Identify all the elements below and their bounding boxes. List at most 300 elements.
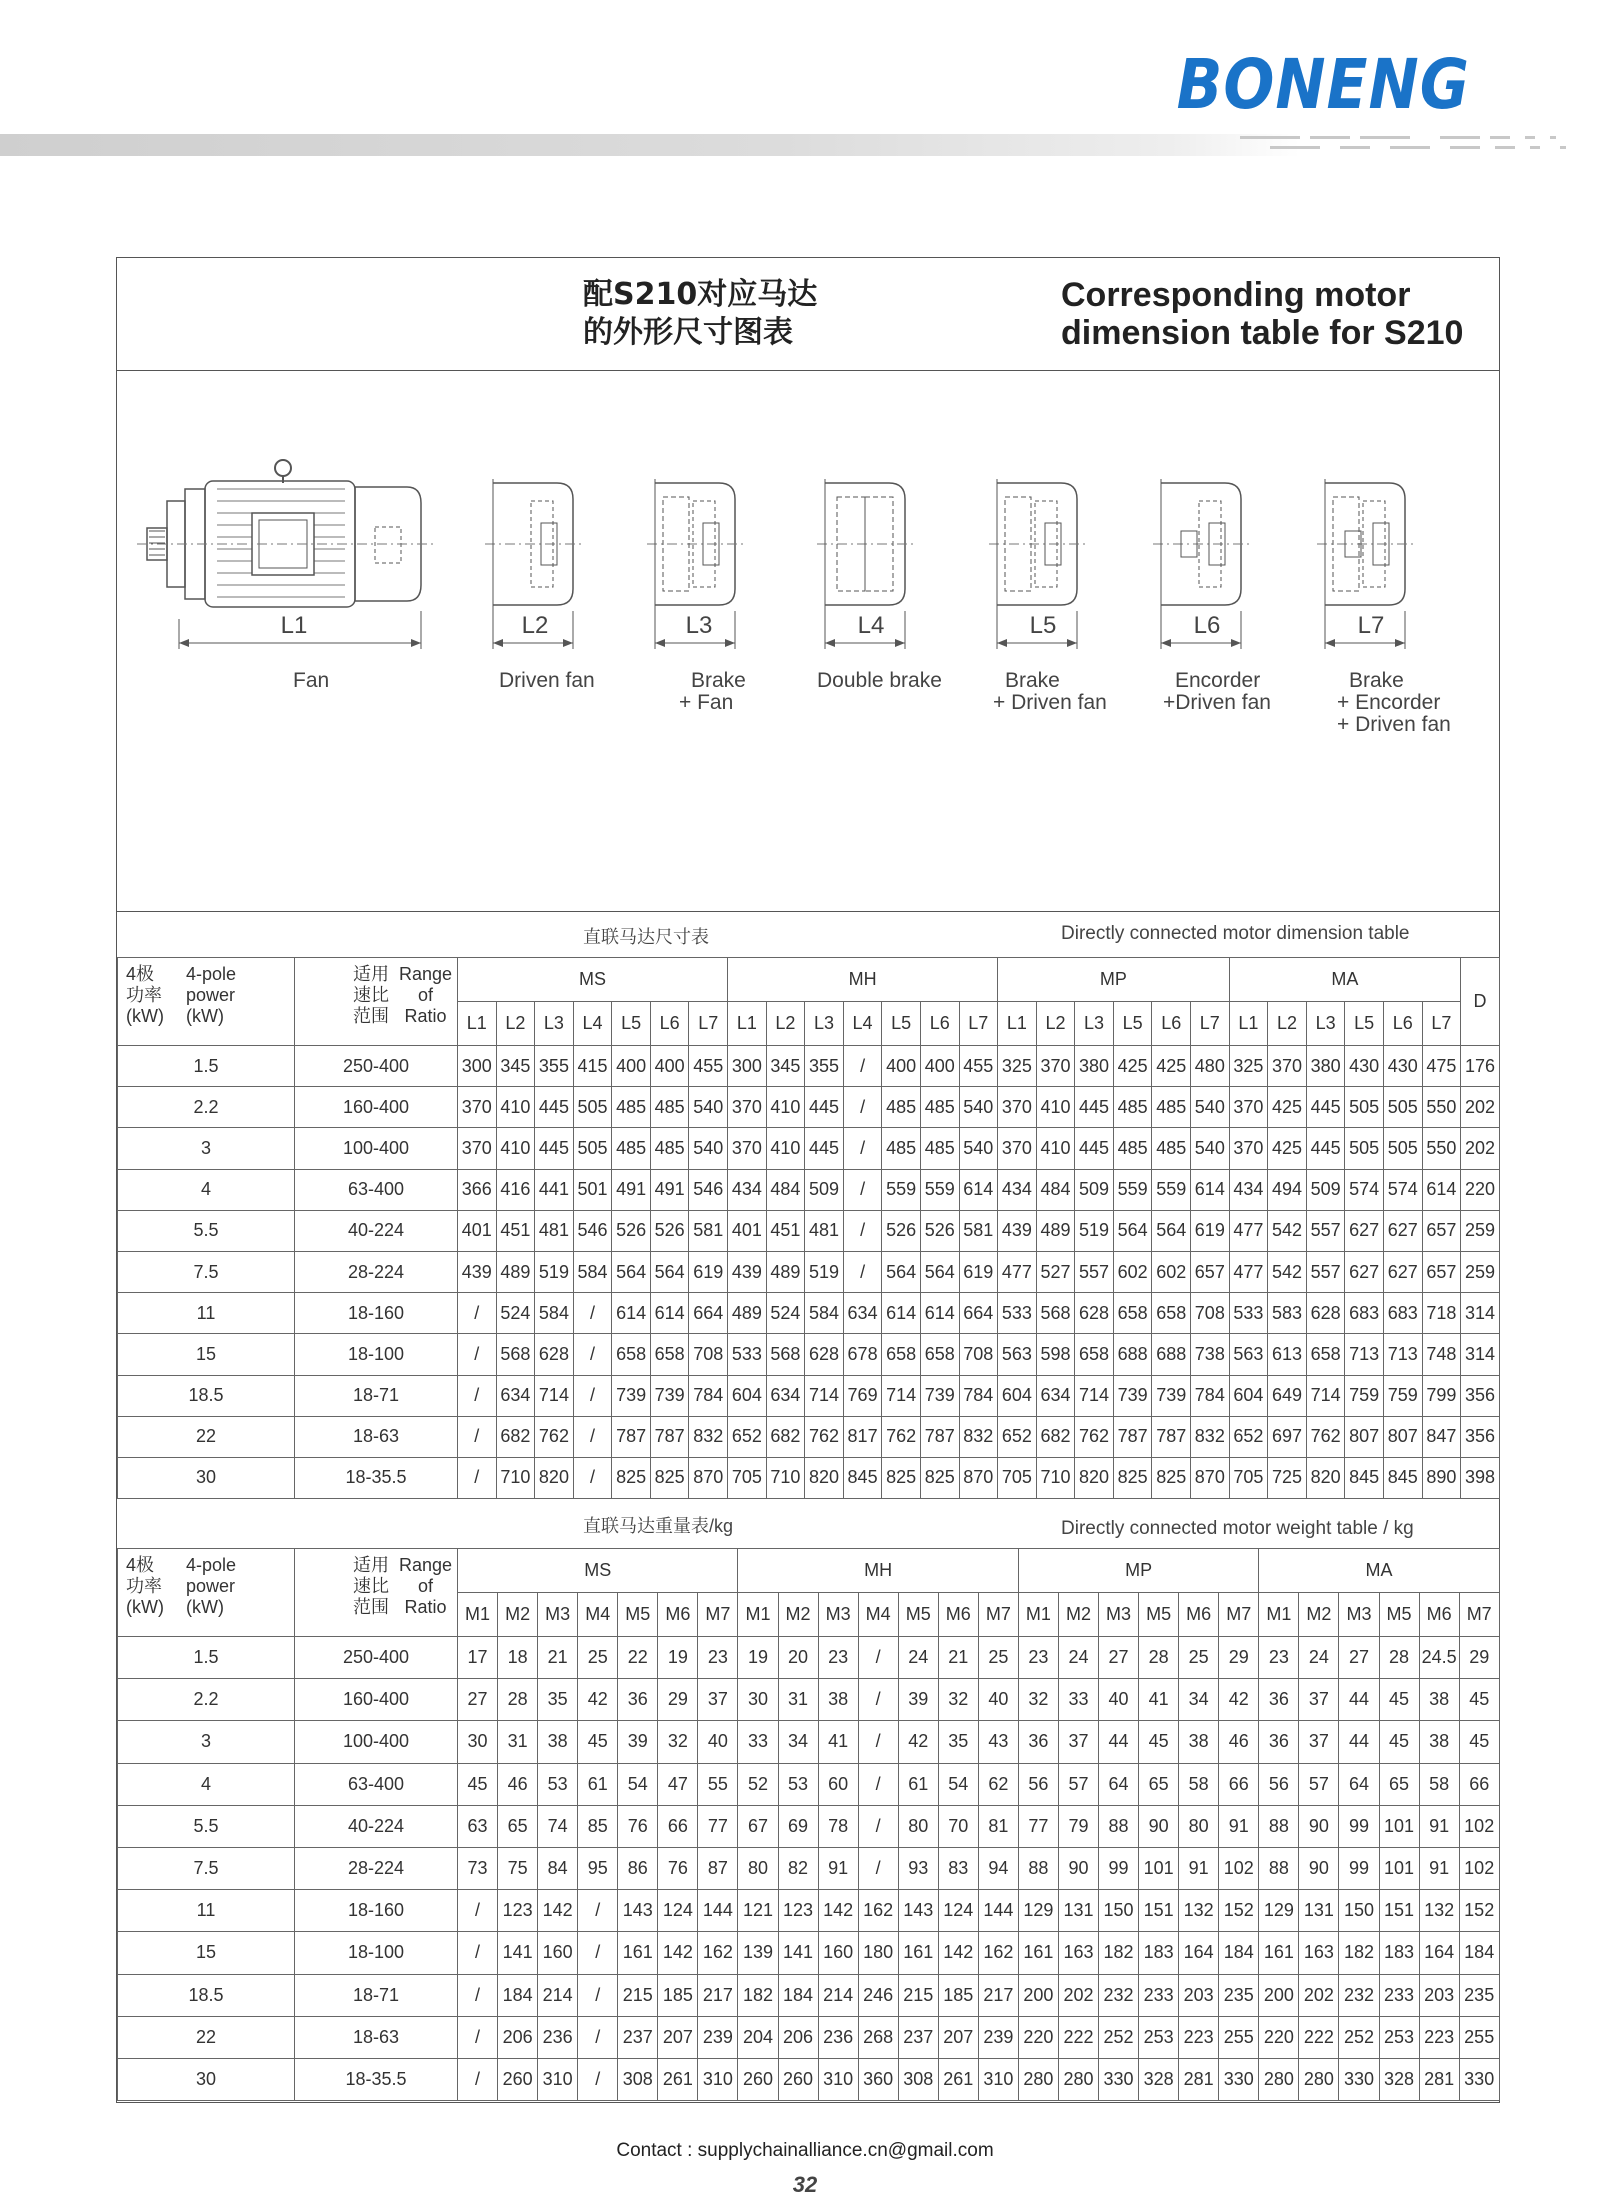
value-cell: 330: [1219, 2058, 1259, 2100]
value-cell: 207: [938, 2016, 978, 2058]
value-cell: 370: [1229, 1087, 1268, 1128]
value-cell: 415: [573, 1046, 612, 1087]
value-cell: 509: [1075, 1169, 1114, 1210]
value-cell: 280: [1259, 2058, 1299, 2100]
value-cell: 533: [1229, 1293, 1268, 1334]
value-cell: 87: [698, 1847, 738, 1889]
value-cell: 710: [766, 1457, 805, 1498]
value-cell: 627: [1345, 1210, 1384, 1251]
value-cell: 820: [535, 1457, 574, 1498]
value-cell: 233: [1379, 1974, 1419, 2016]
value-cell: 214: [818, 1974, 858, 2016]
value-cell: 658: [920, 1334, 959, 1375]
value-cell: 129: [1259, 1890, 1299, 1932]
value-cell: /: [858, 1721, 898, 1763]
value-cell: 705: [1229, 1457, 1268, 1498]
wt-col-header: M7: [698, 1593, 738, 1637]
value-cell: 445: [535, 1128, 574, 1169]
value-cell: 60: [818, 1763, 858, 1805]
value-cell: 24.5: [1419, 1637, 1459, 1679]
value-cell: 540: [959, 1128, 998, 1169]
dim-col-header: L7: [1191, 1002, 1230, 1046]
value-cell: 91: [1419, 1847, 1459, 1889]
dimension-sheet: [116, 257, 1500, 2103]
value-cell: 74: [538, 1805, 578, 1847]
value-cell: 184: [498, 1974, 538, 2016]
value-cell: 310: [818, 2058, 858, 2100]
value-cell: 152: [1219, 1890, 1259, 1932]
table-row: [118, 1375, 1500, 1416]
value-cell: 40: [978, 1679, 1018, 1721]
value-cell: 310: [698, 2058, 738, 2100]
value-cell: 360: [858, 2058, 898, 2100]
value-cell: 185: [658, 1974, 698, 2016]
value-cell: 184: [1219, 1932, 1259, 1974]
weight-table: [117, 1548, 1500, 2101]
value-cell: 223: [1419, 2016, 1459, 2058]
value-cell: 214: [538, 1974, 578, 2016]
value-cell: 370: [1229, 1128, 1268, 1169]
value-cell: 95: [578, 1847, 618, 1889]
value-cell: 99: [1099, 1847, 1139, 1889]
value-cell: 533: [998, 1293, 1037, 1334]
value-cell: 784: [1191, 1375, 1230, 1416]
page-number: 32: [792, 2172, 818, 2197]
dim-col-header: L6: [650, 1002, 689, 1046]
value-cell: 45: [1139, 1721, 1179, 1763]
value-cell: 77: [1018, 1805, 1058, 1847]
value-cell: 355: [535, 1046, 574, 1087]
value-cell: /: [573, 1375, 612, 1416]
value-cell: 526: [650, 1210, 689, 1251]
value-cell: 370: [998, 1128, 1037, 1169]
value-cell: 56: [1259, 1763, 1299, 1805]
value-cell: 524: [496, 1293, 535, 1334]
value-cell: 73: [458, 1847, 498, 1889]
value-cell: 46: [498, 1763, 538, 1805]
value-cell: 425: [1268, 1087, 1307, 1128]
value-cell: 150: [1099, 1890, 1139, 1932]
value-cell: 739: [1152, 1375, 1191, 1416]
value-cell: 533: [728, 1334, 767, 1375]
value-cell: 628: [805, 1334, 844, 1375]
value-cell: 825: [650, 1457, 689, 1498]
wt-col-header: M6: [938, 1593, 978, 1637]
value-cell: 658: [882, 1334, 921, 1375]
value-cell: 255: [1219, 2016, 1259, 2058]
value-cell: /: [843, 1087, 882, 1128]
dimension-label-l3: L3: [685, 612, 713, 639]
value-cell: 652: [1229, 1416, 1268, 1457]
value-cell: 280: [1018, 2058, 1058, 2100]
value-cell: 519: [1075, 1210, 1114, 1251]
value-cell: 759: [1383, 1375, 1422, 1416]
value-cell: 634: [1036, 1375, 1075, 1416]
value-cell: 540: [1191, 1087, 1230, 1128]
dim-d-header: D: [1461, 958, 1500, 1046]
ratio-cell: 18-71: [295, 1375, 458, 1416]
value-cell: 131: [1058, 1890, 1098, 1932]
value-cell: 546: [689, 1169, 728, 1210]
value-cell: 91: [1179, 1847, 1219, 1889]
value-cell: 280: [1299, 2058, 1339, 2100]
value-cell: 31: [498, 1721, 538, 1763]
value-cell: 65: [1379, 1763, 1419, 1805]
power-cell: 22: [118, 1416, 295, 1457]
value-cell: 870: [1191, 1457, 1230, 1498]
value-cell: 215: [898, 1974, 938, 2016]
diagram-label-l5: Brake + Driven fan: [993, 669, 1107, 714]
value-cell: 30: [738, 1679, 778, 1721]
value-cell: 542: [1268, 1210, 1307, 1251]
wt-col-header: M7: [978, 1593, 1018, 1637]
value-cell: 141: [778, 1932, 818, 1974]
motor-diagrams: [117, 371, 1499, 912]
value-cell: 314: [1461, 1334, 1500, 1375]
value-cell: 485: [1113, 1128, 1152, 1169]
value-cell: 825: [1113, 1457, 1152, 1498]
value-cell: 123: [498, 1890, 538, 1932]
power-cell: 7.5: [118, 1847, 295, 1889]
value-cell: 223: [1179, 2016, 1219, 2058]
table-row: [118, 1169, 1500, 1210]
value-cell: 101: [1139, 1847, 1179, 1889]
value-cell: 102: [1459, 1805, 1499, 1847]
dim-col-header: L4: [573, 1002, 612, 1046]
value-cell: /: [573, 1293, 612, 1334]
value-cell: 817: [843, 1416, 882, 1457]
value-cell: 787: [650, 1416, 689, 1457]
value-cell: 27: [1339, 1637, 1379, 1679]
value-cell: 614: [959, 1169, 998, 1210]
value-cell: 762: [1306, 1416, 1345, 1457]
power-cell: 18.5: [118, 1375, 295, 1416]
value-cell: 634: [496, 1375, 535, 1416]
value-cell: 233: [1139, 1974, 1179, 2016]
dim-col-header: L2: [496, 1002, 535, 1046]
dim-col-header: L7: [959, 1002, 998, 1046]
value-cell: 484: [1036, 1169, 1075, 1210]
value-cell: 102: [1459, 1847, 1499, 1889]
value-cell: /: [843, 1210, 882, 1251]
value-cell: 356: [1461, 1375, 1500, 1416]
value-cell: 90: [1299, 1847, 1339, 1889]
value-cell: 505: [573, 1087, 612, 1128]
wt-col-header: M4: [858, 1593, 898, 1637]
value-cell: 614: [1422, 1169, 1461, 1210]
value-cell: 445: [1075, 1128, 1114, 1169]
value-cell: 66: [658, 1805, 698, 1847]
value-cell: 762: [805, 1416, 844, 1457]
value-cell: 150: [1339, 1890, 1379, 1932]
value-cell: 268: [858, 2016, 898, 2058]
motor-outline-drawings: [117, 371, 1499, 911]
value-cell: 619: [959, 1251, 998, 1292]
value-cell: 25: [1179, 1637, 1219, 1679]
value-cell: 832: [689, 1416, 728, 1457]
value-cell: 94: [978, 1847, 1018, 1889]
value-cell: 88: [1018, 1847, 1058, 1889]
value-cell: 45: [1379, 1679, 1419, 1721]
value-cell: 845: [1345, 1457, 1384, 1498]
value-cell: 217: [978, 1974, 1018, 2016]
power-cell: 22: [118, 2016, 295, 2058]
value-cell: 46: [1219, 1721, 1259, 1763]
ratio-cell: 40-224: [295, 1805, 458, 1847]
weight-table-title-zh: 直联马达重量表/kg: [583, 1516, 734, 1536]
value-cell: 370: [728, 1128, 767, 1169]
value-cell: 77: [698, 1805, 738, 1847]
value-cell: 57: [1299, 1763, 1339, 1805]
value-cell: 102: [1219, 1847, 1259, 1889]
value-cell: 370: [728, 1087, 767, 1128]
value-cell: 832: [959, 1416, 998, 1457]
value-cell: 44: [1339, 1721, 1379, 1763]
value-cell: 540: [689, 1087, 728, 1128]
dim-col-header: L3: [1306, 1002, 1345, 1046]
value-cell: 524: [766, 1293, 805, 1334]
value-cell: 705: [998, 1457, 1037, 1498]
value-cell: 44: [1339, 1679, 1379, 1721]
value-cell: 485: [612, 1128, 651, 1169]
value-cell: 485: [612, 1087, 651, 1128]
value-cell: 90: [1299, 1805, 1339, 1847]
value-cell: 75: [498, 1847, 538, 1889]
value-cell: 439: [458, 1251, 497, 1292]
value-cell: 845: [1383, 1457, 1422, 1498]
title-chinese: 配S210对应马达 的外形尺寸图表: [583, 277, 818, 350]
value-cell: 584: [805, 1293, 844, 1334]
value-cell: 259: [1461, 1251, 1500, 1292]
value-cell: 718: [1422, 1293, 1461, 1334]
value-cell: 380: [1306, 1046, 1345, 1087]
value-cell: 445: [805, 1087, 844, 1128]
value-cell: 657: [1422, 1251, 1461, 1292]
value-cell: 688: [1113, 1334, 1152, 1375]
value-cell: 182: [1339, 1932, 1379, 1974]
value-cell: 649: [1268, 1375, 1307, 1416]
value-cell: 91: [1219, 1805, 1259, 1847]
value-cell: 598: [1036, 1334, 1075, 1375]
value-cell: 42: [898, 1721, 938, 1763]
ratio-cell: 18-100: [295, 1334, 458, 1375]
value-cell: 400: [882, 1046, 921, 1087]
value-cell: 239: [698, 2016, 738, 2058]
brand-logo: BONENG: [1176, 44, 1470, 126]
value-cell: 25: [978, 1637, 1018, 1679]
value-cell: 281: [1419, 2058, 1459, 2100]
value-cell: 481: [535, 1210, 574, 1251]
dim-col-header: L2: [1036, 1002, 1075, 1046]
dim-col-header: L5: [1345, 1002, 1384, 1046]
value-cell: 657: [1191, 1251, 1230, 1292]
value-cell: 300: [728, 1046, 767, 1087]
value-cell: 546: [573, 1210, 612, 1251]
value-cell: 235: [1219, 1974, 1259, 2016]
value-cell: 61: [898, 1763, 938, 1805]
value-cell: 310: [538, 2058, 578, 2100]
wt-col-header: M7: [1219, 1593, 1259, 1637]
value-cell: 261: [658, 2058, 698, 2100]
value-cell: 161: [898, 1932, 938, 1974]
value-cell: 540: [959, 1087, 998, 1128]
wt-col-header: M5: [1139, 1593, 1179, 1637]
value-cell: 847: [1422, 1416, 1461, 1457]
value-cell: 410: [766, 1087, 805, 1128]
value-cell: 820: [1306, 1457, 1345, 1498]
table-row: [118, 1805, 1500, 1847]
value-cell: 652: [998, 1416, 1037, 1457]
value-cell: 583: [1268, 1293, 1307, 1334]
value-cell: 308: [618, 2058, 658, 2100]
value-cell: 355: [805, 1046, 844, 1087]
value-cell: 91: [818, 1847, 858, 1889]
value-cell: 430: [1345, 1046, 1384, 1087]
value-cell: 35: [538, 1679, 578, 1721]
dimension-label-l6: L6: [1193, 612, 1221, 639]
wt-col-header: M5: [1379, 1593, 1419, 1637]
value-cell: 445: [535, 1087, 574, 1128]
diagram-label-l1: Fan: [293, 669, 330, 692]
value-cell: 330: [1099, 2058, 1139, 2100]
value-cell: 36: [618, 1679, 658, 1721]
value-cell: 185: [938, 1974, 978, 2016]
value-cell: 505: [1383, 1128, 1422, 1169]
value-cell: /: [578, 1974, 618, 2016]
value-cell: 475: [1422, 1046, 1461, 1087]
ratio-cell: 100-400: [295, 1128, 458, 1169]
value-cell: 559: [1152, 1169, 1191, 1210]
value-cell: 366: [458, 1169, 497, 1210]
value-cell: 67: [738, 1805, 778, 1847]
value-cell: 714: [805, 1375, 844, 1416]
value-cell: 82: [778, 1847, 818, 1889]
value-cell: 91: [1419, 1805, 1459, 1847]
value-cell: /: [573, 1334, 612, 1375]
value-cell: /: [458, 1457, 497, 1498]
value-cell: 220: [1018, 2016, 1058, 2058]
value-cell: 557: [1306, 1210, 1345, 1251]
value-cell: 559: [882, 1169, 921, 1210]
value-cell: 162: [978, 1932, 1018, 1974]
value-cell: 485: [650, 1128, 689, 1169]
value-cell: 491: [650, 1169, 689, 1210]
value-cell: /: [458, 1334, 497, 1375]
value-cell: 688: [1152, 1334, 1191, 1375]
value-cell: 568: [766, 1334, 805, 1375]
dim-col-header: L5: [1113, 1002, 1152, 1046]
value-cell: 237: [898, 2016, 938, 2058]
value-cell: 101: [1379, 1847, 1419, 1889]
dim-col-header: L3: [535, 1002, 574, 1046]
wt-col-header: M2: [778, 1593, 818, 1637]
ratio-cell: 18-35.5: [295, 1457, 458, 1498]
value-cell: 45: [578, 1721, 618, 1763]
value-cell: 255: [1459, 2016, 1499, 2058]
value-cell: 563: [1229, 1334, 1268, 1375]
value-cell: 652: [728, 1416, 767, 1457]
value-cell: 204: [738, 2016, 778, 2058]
value-cell: 477: [1229, 1210, 1268, 1251]
value-cell: 38: [1419, 1721, 1459, 1763]
value-cell: 509: [1306, 1169, 1345, 1210]
value-cell: 45: [458, 1763, 498, 1805]
value-cell: 237: [618, 2016, 658, 2058]
power-cell: 18.5: [118, 1974, 295, 2016]
ratio-cell: 18-160: [295, 1890, 458, 1932]
power-cell: 7.5: [118, 1251, 295, 1292]
value-cell: 81: [978, 1805, 1018, 1847]
value-cell: 143: [898, 1890, 938, 1932]
value-cell: 39: [898, 1679, 938, 1721]
value-cell: 206: [778, 2016, 818, 2058]
value-cell: /: [573, 1457, 612, 1498]
value-cell: 310: [978, 2058, 1018, 2100]
value-cell: /: [843, 1251, 882, 1292]
value-cell: 614: [1191, 1169, 1230, 1210]
dim-ratio-header: 适用 速比 范围 Range of Ratio: [295, 958, 458, 1046]
value-cell: 505: [1345, 1087, 1384, 1128]
value-cell: 151: [1139, 1890, 1179, 1932]
value-cell: 182: [1099, 1932, 1139, 1974]
value-cell: 485: [920, 1128, 959, 1169]
value-cell: 485: [650, 1087, 689, 1128]
value-cell: 614: [612, 1293, 651, 1334]
wt-col-header: M6: [1419, 1593, 1459, 1637]
value-cell: 99: [1339, 1805, 1379, 1847]
value-cell: 38: [1179, 1721, 1219, 1763]
value-cell: 430: [1383, 1046, 1422, 1087]
value-cell: 314: [1461, 1293, 1500, 1334]
value-cell: 485: [1113, 1087, 1152, 1128]
wt-col-header: M3: [1339, 1593, 1379, 1637]
value-cell: 202: [1461, 1128, 1500, 1169]
power-cell: 11: [118, 1293, 295, 1334]
value-cell: 84: [538, 1847, 578, 1889]
value-cell: 142: [538, 1890, 578, 1932]
value-cell: 739: [1113, 1375, 1152, 1416]
dim-col-header: L7: [689, 1002, 728, 1046]
value-cell: 557: [1306, 1251, 1345, 1292]
value-cell: 451: [496, 1210, 535, 1251]
sheet-header: [117, 258, 1499, 371]
value-cell: 714: [1075, 1375, 1114, 1416]
value-cell: 29: [1219, 1637, 1259, 1679]
value-cell: 658: [1306, 1334, 1345, 1375]
value-cell: 164: [1179, 1932, 1219, 1974]
value-cell: 634: [843, 1293, 882, 1334]
value-cell: 19: [738, 1637, 778, 1679]
value-cell: 739: [612, 1375, 651, 1416]
value-cell: 28: [1139, 1637, 1179, 1679]
value-cell: 32: [938, 1679, 978, 1721]
diagram-label-l2: Driven fan: [499, 669, 595, 692]
value-cell: 40: [1099, 1679, 1139, 1721]
value-cell: 519: [535, 1251, 574, 1292]
weight-table-title-en: Directly connected motor weight table / kg: [1061, 1518, 1414, 1539]
value-cell: 494: [1268, 1169, 1307, 1210]
value-cell: 78: [818, 1805, 858, 1847]
value-cell: 762: [882, 1416, 921, 1457]
value-cell: 568: [1036, 1293, 1075, 1334]
value-cell: 124: [658, 1890, 698, 1932]
value-cell: 762: [535, 1416, 574, 1457]
value-cell: 30: [458, 1721, 498, 1763]
value-cell: 200: [1259, 1974, 1299, 2016]
wt-col-header: M1: [738, 1593, 778, 1637]
value-cell: 38: [538, 1721, 578, 1763]
value-cell: 42: [578, 1679, 618, 1721]
